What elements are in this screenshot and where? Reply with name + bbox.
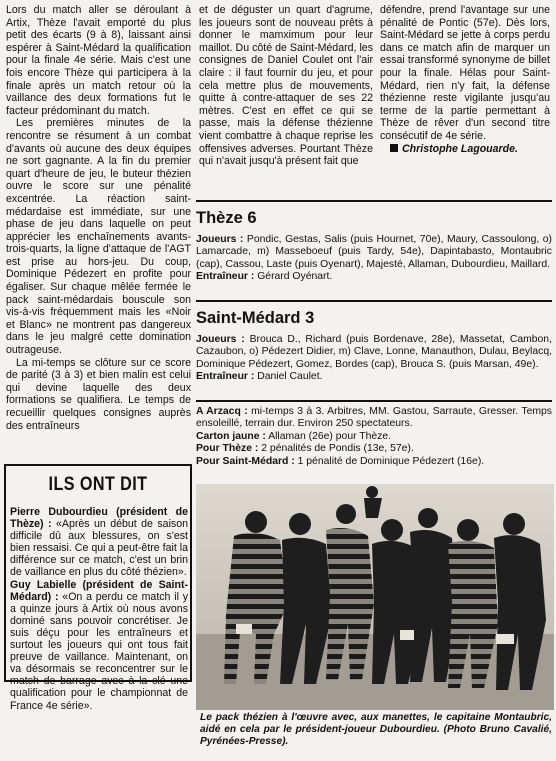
yellow-card-label: Carton jaune : (196, 430, 266, 442)
article-paragraph: défendre, prend l'avantage sur une pénalité de Pontic (57e). Dès lors, Saint-Médard se jette à corps perdu dans ce match afin de marquer un essai transformé synonyme de billet pour la finale. Hélas pour Saint-Médard, rien n'y fait, la défense thézienne reste vigilante jusqu'au terme de la partie permettant à Thèze de rêver d'un second titre consécutif de 4e série. (380, 4, 550, 142)
team-title: Saint-Médard 3 (196, 309, 315, 327)
theze-scoring-details: 2 pénalités de Pondis (13e, 57e). (261, 443, 414, 455)
players-label: Joueurs : (196, 334, 245, 345)
sm-scoring-label: Pour Saint-Médard : (196, 455, 295, 467)
theze-scoring-label: Pour Thèze : (196, 443, 259, 455)
quote-2 (10, 579, 188, 712)
players-list: Brouca D., Richard (puis Bordenave, 28e), Massetat, Cambon, Cazaubon, o) Pédezert Didier, m) Clave, Lonne, Manauthon, Dulau, Beylacq, Dominique Pédezert, Gomez, Bordes (cap), Brouca S. (puis Marsan, 49e). (196, 334, 552, 370)
yellow-card-details: Allaman (26e) pour Thèze. (268, 430, 392, 442)
coach-label: Entraîneur : (196, 371, 255, 383)
quote-1 (10, 506, 188, 579)
author-name: Christophe Lagouarde. (402, 142, 518, 155)
players (196, 234, 552, 271)
photo-caption: Le pack thézien à l'œuvre avec, aux manettes, le capitaine Montaubric, aidé en cela par le président-joueur Dubourdieu. (Photo Bruno Cavalié, Pyrénées-Presse). (200, 712, 552, 748)
article-paragraph: La mi-temps se clôture sur ce score de parité (3 à 3) et bien malin est celui qui devine laquelle des deux formations se qualifiera. Le temps de recueillir quelques consignes auprès des entraîneurs (6, 356, 191, 432)
coach-label: Entraîneur : (196, 271, 255, 283)
players-list: Pondic, Gestas, Salis (puis Hournet, 70e), Maury, Cassoulong, o) Lamarcade, m) Masseboeuf (puis Tardy, 54e), Dapintabasto, Montaubric (cap), Cassou, Laste (puis Oyenart), Majesté, Allaman, Dubourdieu, Maillard. (196, 234, 552, 270)
ils-ont-dit-box (4, 464, 192, 712)
article-paragraph: et de déguster un quart d'agrume, les joueurs sont de nouveau prêts à donner le mamximum pour leur maillot. Du côté de Saint-Médard, les consignes de Daniel Coulet ont l'air claire : il faut fournir du jeu, et pour cela mettre plus de mouvements, quitte à contre-attaquer de ses 22 mètres. C'est en effet ce qui se passe, mais la défense thézienne vient combattre à chaque reprise les offensives adverses. Pourtant Thèze qui n'avait jusqu'à présent fait que (199, 4, 373, 168)
article-column-3 (380, 4, 550, 155)
saint-medard-lineup (196, 308, 552, 384)
article-paragraph: Les premières minutes de la rencontre se résument à un combat d'avants où aucune des deux équipes ne sort gagnante. A la fin du premier quart d'heure de jeu, le buteur thézien ouvre le score sur une pénalité excentrée. La réaction saint-médardaise est immédiate, sur une phase de jeu dans laquelle on peut apprécier les enchaînements avants-trois-quarts, la ligne d'attaque de l'AGT est prise au hors-jeu. Du coup, Dominique Pédezert en profite pour égaliser. Sur chaque mêlée fermée le pack saint-médardais bouscule son vis-à-vis fréquemment mais les «Noir et Blanc» ne montrent pas dangereux dans le jeu malgré cette domination outrageuse. (6, 117, 191, 357)
sm-scoring (196, 456, 552, 468)
article-column-2 (199, 4, 373, 168)
players (196, 334, 552, 371)
section-divider (196, 400, 552, 402)
section-divider (196, 300, 552, 302)
quotes (10, 506, 188, 712)
coach-name: Daniel Caulet. (257, 371, 323, 383)
rugby-scrum-photo (196, 484, 554, 710)
quote-text: «Après un début de saison difficile dû aux blessures, on s'est bien ressaisi. Ce qui a peut-être fait la différence sur ce match, c'est un brin de vaillance en plus du côté thézien». (10, 518, 189, 579)
article-column-1 (6, 4, 191, 432)
ils-ont-dit-title: ILS ONT DIT (48, 474, 148, 495)
quote-speaker: Guy Labielle (président de Saint-Médard) : (10, 578, 188, 603)
match-venue (196, 406, 552, 431)
theze-scoring (196, 443, 552, 455)
venue-label: A Arzacq : (196, 406, 248, 417)
article-paragraph: Lors du match aller se déroulant à Artix, Thèze l'avait emporté du plus petit des écarts (9 à 8), laissant ainsi espérer à Saint-Médard la qualification pour la finale 4e série. Mais c'est une fois encore Thèze qui participera à la finale après un match retour où la vaillance des deux formations fut le facteur prédominant du match. (6, 4, 191, 117)
quote-speaker: Pierre Dubourdieu (président de Thèze) : (10, 506, 188, 531)
sm-scoring-details: 1 pénalité de Dominique Pédezert (16e). (297, 455, 485, 467)
yellow-card (196, 431, 552, 443)
quote-text: «On a perdu ce match il y a quinze jours à Artix où nous avons dominé sans pouvoir concrétiser. Je suis déçu pour les entraîneurs et surtout les joueurs qui ont tous fait preuve de vaillance. Maintenant, on va désormais se reconcentrer sur le match de barrage avec à la clé une qualification pour le championnat de France 4e série». (10, 590, 188, 712)
team-title: Thèze 6 (196, 209, 257, 227)
section-divider (196, 200, 552, 202)
venue-details: mi-temps 3 à 3. Arbitres, MM. Gastou, Sarraute, Gresser. Temps ensoleillé, terrain dur. Environ 250 spectateurs. (196, 406, 552, 430)
coach-name: Gérard Oyénart. (257, 271, 333, 283)
players-label: Joueurs : (196, 234, 244, 245)
byline (380, 143, 550, 156)
match-info (196, 406, 552, 468)
square-bullet-icon (390, 144, 398, 152)
photo-illustration (196, 484, 554, 710)
coach (196, 271, 552, 283)
coach (196, 371, 552, 383)
theze-lineup (196, 208, 552, 284)
